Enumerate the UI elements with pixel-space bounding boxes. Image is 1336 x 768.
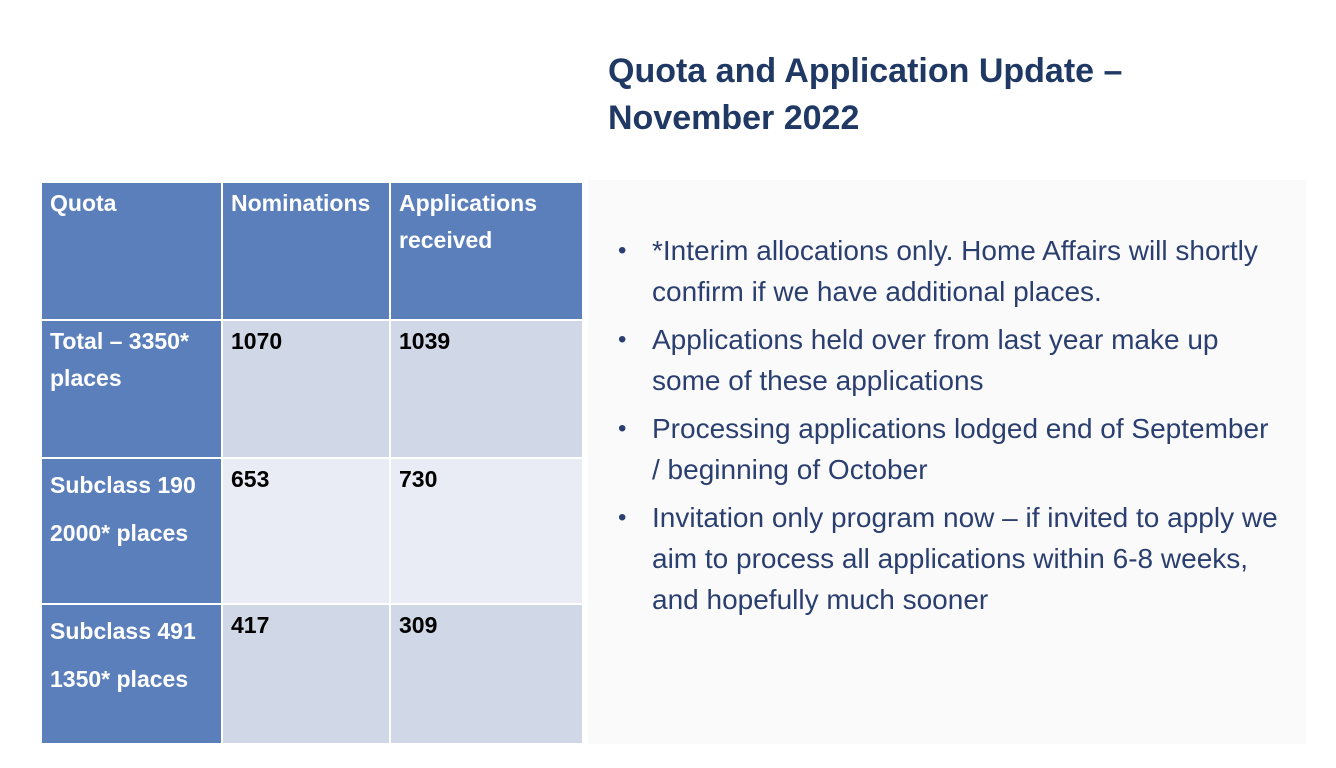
quota-label-line-2: 2000* places xyxy=(50,520,189,546)
quota-label-line-2: 1350* places xyxy=(50,666,189,692)
notes-list xyxy=(618,230,1278,627)
note-text: Processing applications lodged end of September / beginning of October xyxy=(652,413,1269,485)
page-title xyxy=(608,48,1288,142)
nominations-cell: 653 xyxy=(222,458,390,604)
note-text: Invitation only program now – if invited to apply we aim to process all applications within 6-8 weeks, and hopefully much sooner xyxy=(652,502,1278,615)
quota-table xyxy=(40,181,584,745)
row-quota-total xyxy=(41,320,222,458)
page-title-line-1: Quota and Application Update – xyxy=(608,52,1123,90)
notes-panel xyxy=(588,180,1306,744)
quota-label-line-1: Subclass 190 xyxy=(50,472,196,498)
table-row xyxy=(41,604,583,744)
list-item xyxy=(618,497,1278,620)
header-nominations: Nominations xyxy=(222,182,390,320)
note-text: *Interim allocations only. Home Affairs will shortly confirm if we have additional places. xyxy=(652,235,1258,307)
applications-cell: 1039 xyxy=(390,320,583,458)
table-row xyxy=(41,320,583,458)
table-row xyxy=(41,458,583,604)
header-quota: Quota xyxy=(41,182,222,320)
page-title-line-2: November 2022 xyxy=(608,99,860,137)
quota-label-line-2: places xyxy=(50,365,122,391)
bullet-icon: • xyxy=(618,504,627,531)
applications-cell: 730 xyxy=(390,458,583,604)
header-applications-received: Applications received xyxy=(390,182,583,320)
quota-label-line-1: Subclass 491 xyxy=(50,618,196,644)
bullet-icon: • xyxy=(618,237,627,264)
row-quota-subclass-491 xyxy=(41,604,222,744)
table-header-row xyxy=(41,182,583,320)
list-item xyxy=(618,230,1278,312)
list-item xyxy=(618,408,1278,490)
applications-cell: 309 xyxy=(390,604,583,744)
bullet-icon: • xyxy=(618,326,627,353)
row-quota-subclass-190 xyxy=(41,458,222,604)
bullet-icon: • xyxy=(618,415,627,442)
quota-label-line-1: Total – 3350* xyxy=(50,328,189,354)
nominations-cell: 1070 xyxy=(222,320,390,458)
note-text: Applications held over from last year make up some of these applications xyxy=(652,324,1219,396)
nominations-cell: 417 xyxy=(222,604,390,744)
list-item xyxy=(618,319,1278,401)
